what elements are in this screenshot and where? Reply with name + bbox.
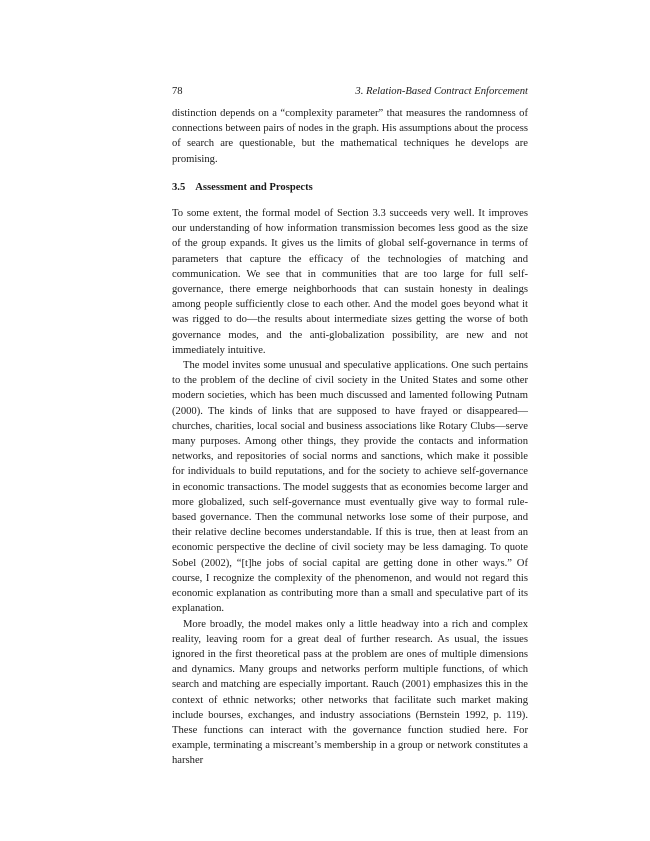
intro-paragraph: distinction depends on a “complexity parameter” that measures the randomness of connections between pairs of nodes in the graph. His assumptions about the process of search are questionable, but the mathematical techniques he develops are promising. [172, 108, 528, 165]
body-paragraph: To some extent, the formal model of Section 3.3 succeeds very well. It improves our understanding of how information transmission becomes less good as the size of the group expands. It gives us the limits of global self-governance in terms of parameters that capture the efficacy of the technologies of matching and communication. We see that in communities that are too large for full self-governance, there emerge neighborhoods that can sustain honesty in dealings among people sufficiently close to each other. And the model goes beyond what it was rigged to do—the results about intermediate sizes getting the worse of both governance modes, and the anti-globalization possibility, are new and not immediately intuitive. [172, 208, 528, 356]
book-page [172, 84, 528, 769]
running-header [172, 84, 528, 99]
section-heading [172, 180, 528, 195]
body-paragraph: The model invites some unusual and speculative applications. One such pertains to the problem of the decline of civil society in the United States and some other modern societies, which has been much discussed and lamented following Putnam (2000). The kinds of links that are supposed to have frayed or disappeared—churches, charities, local social and business associations like Rotary Clubs—serve many purposes. Among other things, they provide the contacts and information networks, and repositories of social norms and sanctions, which make it possible for individuals to build reputations, and for the society to achieve self-governance in economic transactions. The model suggests that as economies become larger and more globalized, such self-governance must eventually give way to formal rule-based governance. Then the communal networks lose some of their purpose, and their relative decline becomes understandable. If this is true, then at least from an economic perspective the decline of civil society may be less damaging. To quote Sobel (2002), “[t]he jobs of social capital are getting done in other ways.” Of course, I recognize the complexity of the phenomenon, and would not regard this economic explanation as contributing more than a small and speculative part of its explanation. [172, 360, 528, 615]
running-title: 3. Relation-Based Contract Enforcement [355, 86, 528, 97]
section-number: 3.5 [172, 181, 186, 193]
page-number: 78 [172, 86, 183, 97]
section-title: Assessment and Prospects [195, 181, 313, 193]
body-paragraph: More broadly, the model makes only a little headway into a rich and complex reality, leaving room for a great deal of further research. As usual, the issues ignored in the first theoretical pass at the problem are ones of multiple dimensions and dynamics. Many groups and networks perform multiple functions, of which search and matching are especially important. Rauch (2001) emphasizes this in the context of ethnic networks; other networks that facilitate such market making include bourses, exchanges, and industry associations (Bernstein 1992, p. 119). These functions can interact with the governance function studied here. For example, terminating a miscreant’s membership in a group or network constitutes a harsher [172, 618, 528, 767]
